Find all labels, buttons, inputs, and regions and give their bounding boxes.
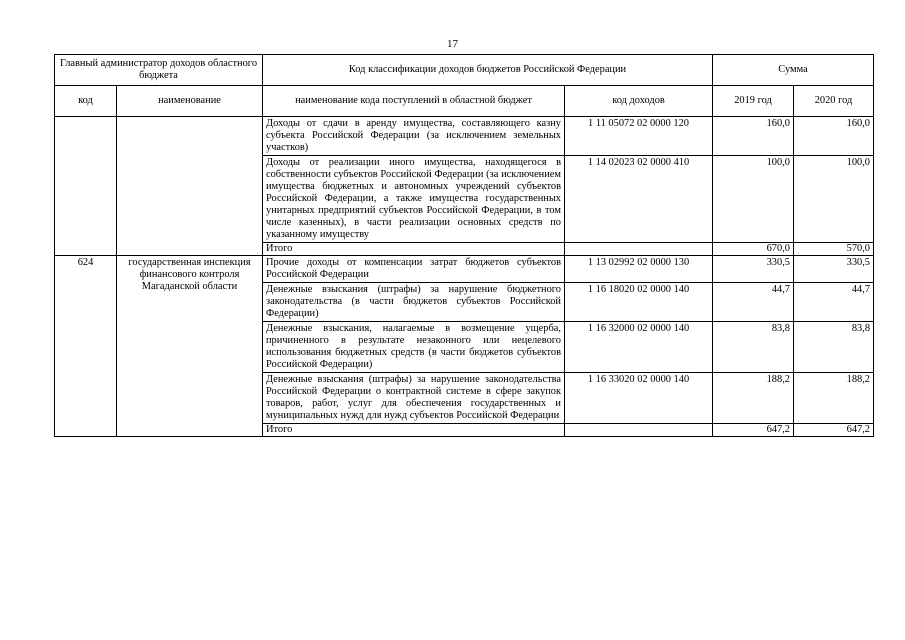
income-name-cell: Денежные взыскания, налагаемые в возмещение ущерба, причиненного в результате незаконного или нецелевого использования бюджетных средств (в части бюджетов субъектов Российской Федерации): [263, 322, 565, 373]
amount-2019-cell: 188,2: [713, 373, 794, 424]
col-2020-header: 2020 год: [794, 86, 874, 117]
total-label: Итого: [263, 243, 565, 256]
total-2019: 670,0: [713, 243, 794, 256]
col-income-code-header: код доходов: [565, 86, 713, 117]
admin-group-header: Главный администратор доходов областного бюджета: [55, 55, 263, 86]
amount-2019-cell: 44,7: [713, 283, 794, 322]
amount-2020-cell: 330,5: [794, 256, 874, 283]
total-2020: 570,0: [794, 243, 874, 256]
col-income-name-header: наименование кода поступлений в областной бюджет: [263, 86, 565, 117]
admin-name-cell: государственная инспекция финансового контроля Магаданской области: [117, 256, 263, 437]
income-name-cell: Денежные взыскания (штрафы) за нарушение законодательства Российской Федерации о контрактной системе в сфере закупок товаров, работ, услуг для обеспечения государственных и муниципальных нужд для нужд субъектов Российской Федерации: [263, 373, 565, 424]
sum-group-header: Сумма: [713, 55, 874, 86]
amount-2020-cell: 44,7: [794, 283, 874, 322]
amount-2019-cell: 160,0: [713, 117, 794, 156]
amount-2019-cell: 100,0: [713, 156, 794, 243]
amount-2020-cell: 100,0: [794, 156, 874, 243]
page-number: 17: [447, 38, 458, 50]
income-code-cell: 1 14 02023 02 0000 410: [565, 156, 713, 243]
income-name-cell: Прочие доходы от компенсации затрат бюджетов субъектов Российской Федерации: [263, 256, 565, 283]
admin-code-cell: [55, 117, 117, 256]
amount-2020-cell: 160,0: [794, 117, 874, 156]
header-row-1: [55, 55, 874, 86]
classification-group-header: Код классификации доходов бюджетов Российской Федерации: [263, 55, 713, 86]
table-row: [55, 256, 874, 283]
admin-code-cell: 624: [55, 256, 117, 437]
admin-name-cell: [117, 117, 263, 256]
total-2019: 647,2: [713, 424, 794, 437]
revenue-table: [54, 54, 874, 437]
amount-2019-cell: 330,5: [713, 256, 794, 283]
total-code-cell: [565, 424, 713, 437]
table-row: [55, 117, 874, 156]
income-code-cell: 1 16 33020 02 0000 140: [565, 373, 713, 424]
income-name-cell: Доходы от сдачи в аренду имущества, составляющего казну субъекта Российской Федерации (за исключением земельных участков): [263, 117, 565, 156]
header-row-2: [55, 86, 874, 117]
total-label: Итого: [263, 424, 565, 437]
total-code-cell: [565, 243, 713, 256]
income-code-cell: 1 16 32000 02 0000 140: [565, 322, 713, 373]
income-code-cell: 1 16 18020 02 0000 140: [565, 283, 713, 322]
col-2019-header: 2019 год: [713, 86, 794, 117]
col-code-header: код: [55, 86, 117, 117]
income-code-cell: 1 13 02992 02 0000 130: [565, 256, 713, 283]
amount-2019-cell: 83,8: [713, 322, 794, 373]
income-name-cell: Доходы от реализации иного имущества, находящегося в собственности субъектов Российской Федерации (за исключением имущества бюджетных и автономных учреждений субъектов Российской Федерации, а также имущества государственных унитарных предприятий субъектов Российской Федерации, в том числе казенных), в части реализации основных средств по указанному имуществу: [263, 156, 565, 243]
income-name-cell: Денежные взыскания (штрафы) за нарушение бюджетного законодательства (в части бюджетов субъектов Российской Федерации): [263, 283, 565, 322]
col-name-header: наименование: [117, 86, 263, 117]
total-2020: 647,2: [794, 424, 874, 437]
amount-2020-cell: 83,8: [794, 322, 874, 373]
amount-2020-cell: 188,2: [794, 373, 874, 424]
income-code-cell: 1 11 05072 02 0000 120: [565, 117, 713, 156]
